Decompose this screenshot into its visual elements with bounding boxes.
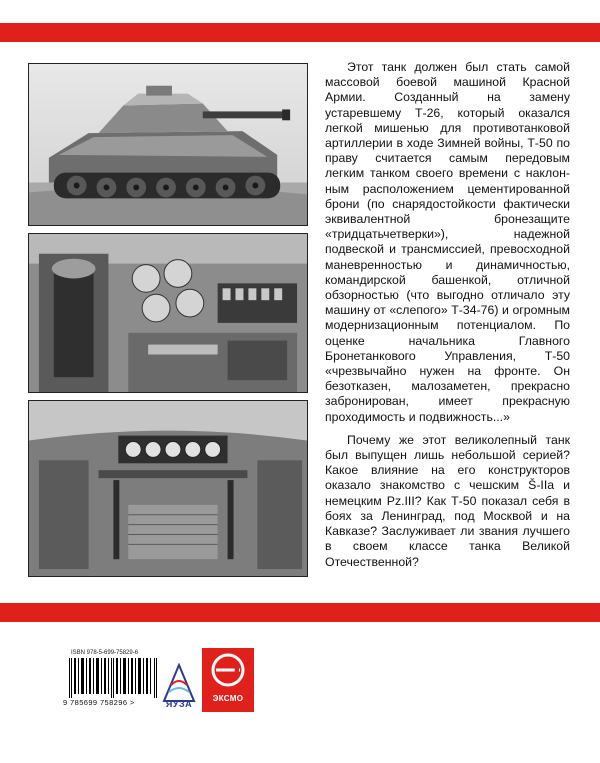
tank-interior-turret-photo <box>28 233 308 393</box>
eksmo-logo-icon <box>202 648 254 694</box>
yauza-publisher-label: ЯУЗА <box>165 699 193 709</box>
blurb-paragraph-2: Почему же этот великолепный танк был выпущен лишь небольшой серией? Какое влияние на его конструкторов оказало знакомство с чешским Š-IIa и немецким Pz.III? Как Т-50 показал себя в боях за Ленинград, под Москвой и на Кавказе? Заслуживает ли звания лучшего в своем классе танка Великой Отечественной? <box>325 432 570 569</box>
barcode-icon <box>69 658 159 698</box>
t50-tank-exterior-photo <box>28 63 308 226</box>
eksmo-publisher-label: ЭКСМО <box>212 694 244 703</box>
bottom-red-band <box>0 603 600 622</box>
barcode-block <box>63 650 160 707</box>
top-red-band <box>0 23 600 42</box>
isbn-text: ISBN 978-5-699-75829-6 <box>71 650 139 656</box>
blurb-paragraph-1: Этот танк должен был стать самой массовой боевой машиной Красной Армии. Созданный на замену устаревшему Т-26, который оказался легкой мишенью для противотанковой артиллерии в ходе Зимней войны, Т-50 по праву считается самым передовым легким танком своего времени с наклонным расположением цементированной брони (по снарядостойкости фактически эквивалентной бронезащите «тридцатьчетверки»), надежной подвеской и трансмиссией, превосходной маневренностью и динамичностью, командирской башенкой, отличной обзорностью (что выгодно отличало эту машину от «слепого» Т-34-76) и огромным модернизационным потенциалом. По оценке начальника Главного Бронетанкового Управления, Т-50 «чрезвычайно нужен на фронте. Он безотказен, малозаметен, прекрасно забронирован, имеет прекрасную проходимость и подвижность...» <box>325 60 570 424</box>
barcode-number: 9 785699 758296 > <box>63 698 135 707</box>
blurb-text-column <box>325 60 570 570</box>
tank-driver-compartment-photo <box>28 400 308 577</box>
